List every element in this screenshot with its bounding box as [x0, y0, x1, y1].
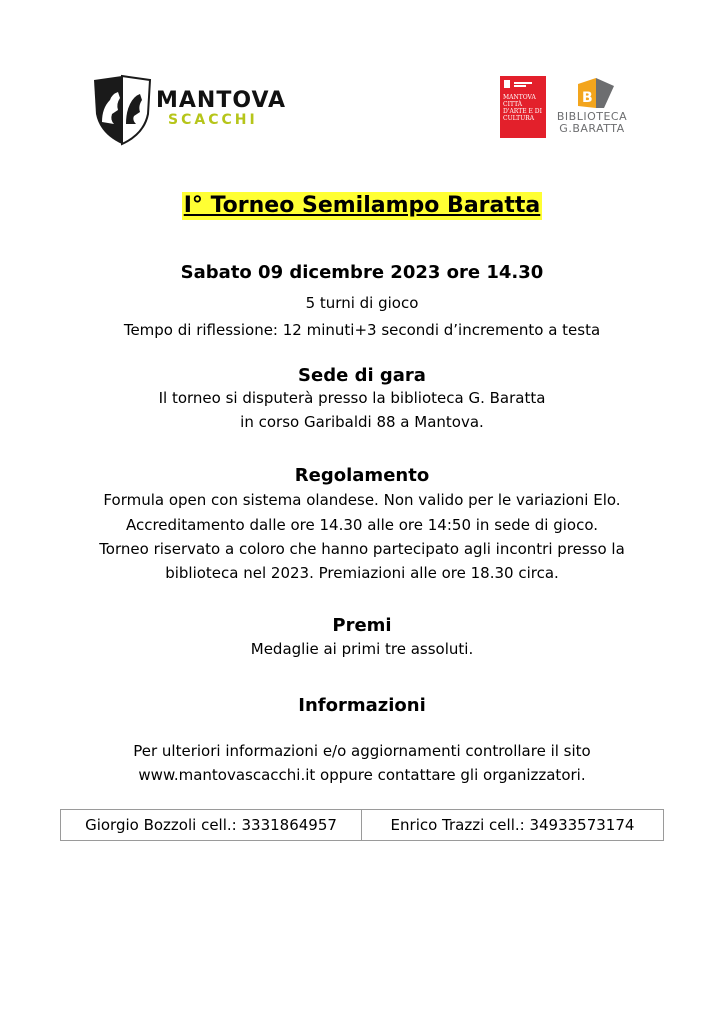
regolamento-line-2: Accreditamento dalle ore 14.30 alle ore 14:50 in sede di gioco.: [125, 516, 599, 534]
logo-text-mantova: MANTOVA: [156, 88, 287, 113]
emblem-icon: [504, 80, 534, 88]
book-icon: [574, 76, 618, 110]
logo-bib-line2: G.BARATTA: [559, 122, 625, 135]
page-title: I° Torneo Semilampo Baratta: [183, 193, 541, 218]
sede-heading: Sede di gara: [298, 365, 426, 386]
logo-bib-line1: BIBLIOTECA: [556, 110, 628, 123]
premi-heading: Premi: [332, 615, 392, 636]
contacts-table: [60, 809, 664, 841]
regolamento-heading: Regolamento: [294, 465, 430, 486]
premi-line-1: Medaglie ai primi tre assoluti.: [250, 640, 474, 658]
event-date: Sabato 09 dicembre 2023 ore 14.30: [180, 262, 544, 283]
mantova-scacchi-logo: [86, 72, 287, 146]
informazioni-line-2: www.mantovascacchi.it oppure contattare gli organizzatori.: [138, 766, 586, 784]
event-rounds: 5 turni di gioco: [305, 294, 419, 312]
logo-text-scacchi: SCACCHI: [168, 112, 258, 128]
biblioteca-baratta-logo: [552, 76, 632, 138]
contact-enrico-trazzi: Enrico Trazzi cell.: 34933573174: [390, 816, 635, 834]
regolamento-line-3: Torneo riservato a coloro che hanno partecipato agli incontri presso la: [99, 540, 625, 558]
informazioni-heading: Informazioni: [298, 695, 426, 716]
logo-red-text: MANTOVA CITTÀ D'ARTE E DI CULTURA: [503, 94, 542, 122]
mantova-citta-arte-cultura-logo: [500, 76, 546, 138]
contact-giorgio-bozzoli: Giorgio Bozzoli cell.: 3331864957: [61, 810, 362, 840]
chess-knight-shield-icon: [90, 74, 154, 146]
regolamento-line-1: Formula open con sistema olandese. Non valido per le variazioni Elo.: [103, 491, 621, 509]
event-time-control: Tempo di riflessione: 12 minuti+3 secondi d’incremento a testa: [123, 321, 601, 339]
sede-line-1: Il torneo si disputerà presso la biblioteca G. Baratta: [158, 389, 546, 407]
informazioni-line-1: Per ulteriori informazioni e/o aggiornamenti controllare il sito: [133, 742, 591, 760]
sede-line-2: in corso Garibaldi 88 a Mantova.: [240, 413, 484, 431]
svg-text:B: B: [582, 90, 593, 106]
title-wrap: [0, 192, 724, 220]
regolamento-line-4: biblioteca nel 2023. Premiazioni alle ore 18.30 circa.: [165, 564, 559, 582]
